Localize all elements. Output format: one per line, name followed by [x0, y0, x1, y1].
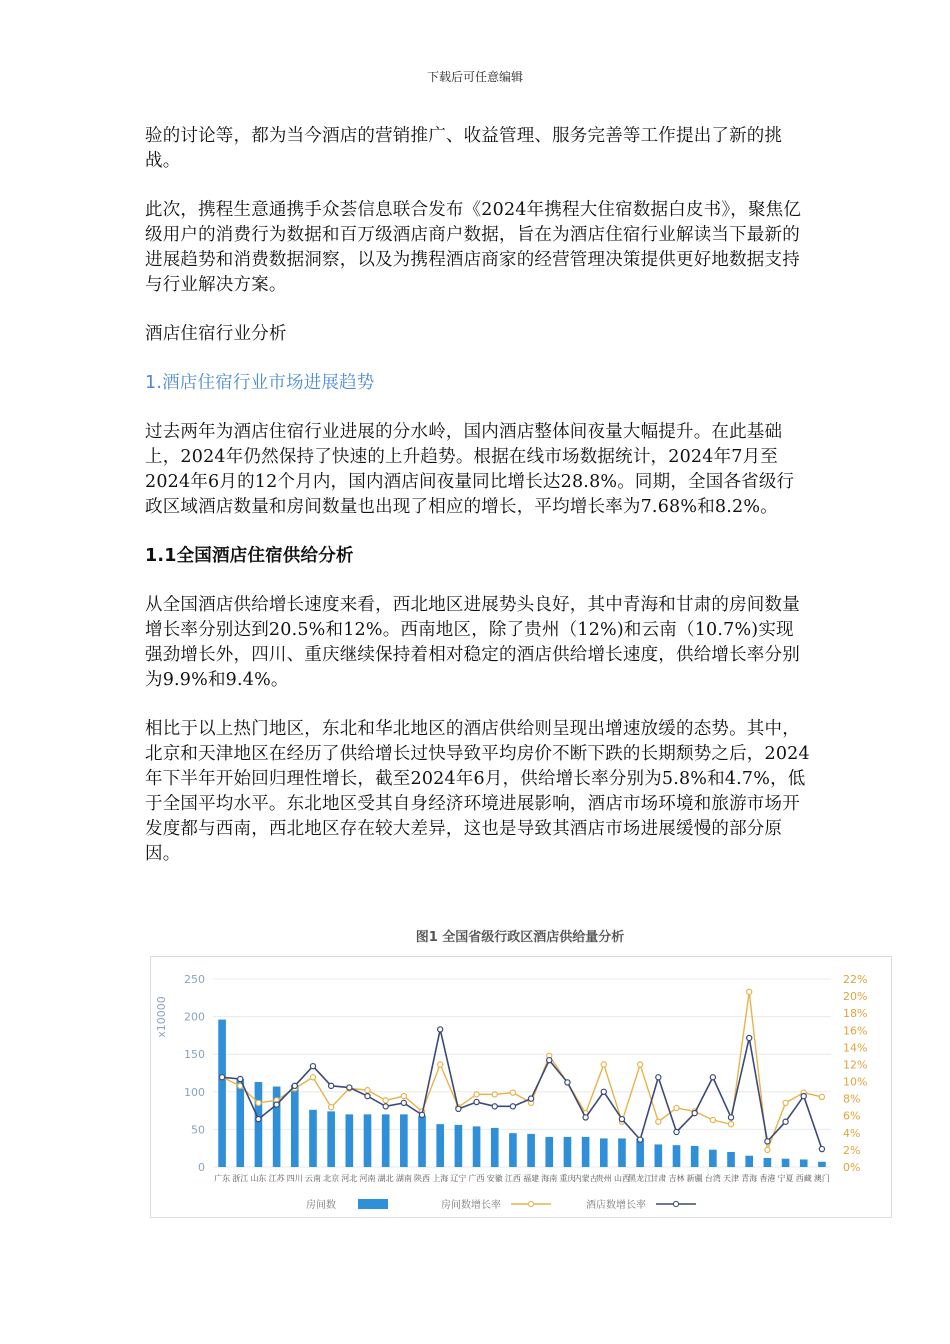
bar-room-count — [745, 1156, 753, 1167]
x-tick-label: 西藏 — [795, 1174, 812, 1183]
point-hotel-growth — [383, 1104, 388, 1109]
point-hotel-growth — [401, 1100, 406, 1105]
y-tick-label: 200 — [184, 1010, 205, 1024]
point-hotel-growth — [456, 1106, 461, 1111]
point-room-growth — [656, 1119, 661, 1124]
bar-room-count — [327, 1111, 335, 1167]
point-room-growth — [492, 1092, 497, 1097]
point-room-growth — [438, 1062, 443, 1067]
figure-hotel-supply — [148, 918, 892, 1218]
x-tick-label: 新疆 — [686, 1174, 703, 1183]
x-tick-label: 陕西 — [414, 1174, 431, 1183]
bar-room-count — [800, 1159, 808, 1167]
y-tick-label: 50 — [191, 1123, 205, 1137]
x-tick-label: 澳门 — [813, 1174, 830, 1183]
x-tick-label: 四川 — [286, 1174, 303, 1183]
x-tick-label: 福建 — [523, 1174, 540, 1183]
point-room-growth — [256, 1100, 261, 1105]
y2-tick-label: 6% — [843, 1109, 861, 1123]
bar-room-count — [618, 1138, 626, 1167]
bar-room-count — [455, 1125, 463, 1167]
chart-container — [150, 956, 892, 1218]
x-tick-label: 江西 — [504, 1174, 521, 1183]
figure-title: 图1 全国省级行政区酒店供给量分析 — [415, 930, 625, 945]
bar-room-count — [382, 1114, 390, 1167]
bar-room-count — [600, 1138, 608, 1167]
x-tick-label: 河南 — [359, 1174, 376, 1183]
hotel-supply-chart — [151, 957, 891, 1217]
point-hotel-growth — [347, 1085, 352, 1090]
y2-tick-label: 4% — [843, 1126, 861, 1140]
x-tick-label: 云南 — [304, 1174, 321, 1183]
x-tick-label: 海南 — [541, 1174, 558, 1183]
point-hotel-growth — [638, 1137, 643, 1142]
legend-marker-room-growth — [528, 1201, 533, 1206]
point-hotel-growth — [601, 1089, 606, 1094]
point-room-growth — [638, 1062, 643, 1067]
point-hotel-growth — [710, 1075, 715, 1080]
bar-room-count — [291, 1085, 299, 1167]
point-hotel-growth — [274, 1102, 279, 1107]
y-tick-label: 0 — [198, 1161, 205, 1174]
bar-room-count — [655, 1144, 663, 1167]
bar-room-count — [545, 1137, 553, 1167]
y-axis-label: x10000 — [155, 996, 168, 1038]
point-room-growth — [401, 1093, 406, 1098]
point-hotel-growth — [528, 1096, 533, 1101]
bar-room-count — [673, 1145, 681, 1167]
point-hotel-growth — [492, 1104, 497, 1109]
x-tick-label: 浙江 — [232, 1174, 249, 1183]
y2-tick-label: 22% — [843, 973, 868, 986]
y2-tick-label: 12% — [843, 1058, 868, 1072]
bar-room-count — [818, 1162, 826, 1167]
point-hotel-growth — [238, 1076, 243, 1081]
bar-room-count — [564, 1137, 572, 1167]
bar-room-count — [582, 1137, 590, 1167]
bar-room-count — [309, 1110, 317, 1167]
bar-room-count — [418, 1116, 426, 1167]
y2-tick-label: 14% — [843, 1041, 868, 1055]
bar-room-count — [727, 1152, 735, 1167]
point-room-growth — [601, 1062, 606, 1067]
point-hotel-growth — [419, 1112, 424, 1117]
point-hotel-growth — [510, 1104, 515, 1109]
bar-room-count — [364, 1114, 372, 1167]
point-hotel-growth — [801, 1093, 806, 1098]
x-tick-label: 甘肃 — [650, 1174, 667, 1183]
x-tick-label: 山西 — [613, 1174, 630, 1183]
x-tick-label: 内蒙古 — [573, 1174, 598, 1183]
bar-room-count — [400, 1114, 408, 1167]
point-hotel-growth — [656, 1075, 661, 1080]
x-tick-label: 安徽 — [486, 1174, 503, 1183]
document-body — [145, 124, 810, 867]
paragraph-whitepaper: 此次，携程生意通携手众荟信息联合发布《2024年携程大住宿数据白皮书》，聚焦亿级用户的消费行为数据和百万级酒店商户数据，旨在为酒店住宿行业解读当下最新的进展趋势和消费数据洞察，以及为携程酒店商家的经营管理决策提供更好地数据支持与行业解决方案。 — [145, 200, 802, 295]
point-hotel-growth — [565, 1080, 570, 1085]
point-room-growth — [674, 1105, 679, 1110]
point-room-growth — [710, 1117, 715, 1122]
bar-room-count — [527, 1134, 535, 1167]
point-room-growth — [765, 1147, 770, 1152]
point-room-growth — [383, 1098, 388, 1103]
x-tick-label: 宁夏 — [777, 1174, 794, 1183]
point-hotel-growth — [547, 1058, 552, 1063]
x-tick-label: 山东 — [250, 1174, 267, 1183]
bar-room-count — [236, 1079, 244, 1167]
x-tick-label: 天津 — [723, 1174, 740, 1183]
point-room-growth — [329, 1105, 334, 1110]
x-tick-label: 广东 — [214, 1174, 231, 1183]
point-hotel-growth — [219, 1075, 224, 1080]
y2-tick-label: 0% — [843, 1161, 861, 1174]
legend-label-rooms: 房间数 — [306, 1200, 336, 1211]
x-tick-label: 吉林 — [668, 1174, 685, 1183]
point-room-growth — [510, 1090, 515, 1095]
point-hotel-growth — [783, 1119, 788, 1124]
x-tick-label: 台湾 — [704, 1174, 721, 1183]
page-header: 下载后可任意编辑 — [426, 70, 523, 84]
point-hotel-growth — [256, 1117, 261, 1122]
heading-market-trend: 1.酒店住宿行业市场进展趋势 — [145, 373, 375, 393]
point-hotel-growth — [474, 1099, 479, 1104]
point-hotel-growth — [329, 1083, 334, 1088]
point-hotel-growth — [747, 1035, 752, 1040]
point-hotel-growth — [438, 1027, 443, 1032]
bar-room-count — [691, 1146, 699, 1167]
bar-room-count — [473, 1126, 481, 1167]
x-tick-label: 湖北 — [377, 1174, 394, 1183]
point-room-growth — [747, 989, 752, 994]
legend-label-hotel-growth: 酒店数增长率 — [586, 1200, 646, 1211]
y-tick-label: 100 — [184, 1085, 205, 1099]
y2-tick-label: 18% — [843, 1007, 868, 1021]
x-tick-label: 江苏 — [268, 1174, 285, 1183]
point-hotel-growth — [583, 1115, 588, 1120]
x-tick-label: 湖南 — [395, 1174, 412, 1183]
legend-label-room-growth: 房间数增长率 — [441, 1200, 501, 1211]
point-hotel-growth — [292, 1083, 297, 1088]
point-room-growth — [728, 1122, 733, 1127]
bar-room-count — [509, 1133, 517, 1167]
y-tick-label: 150 — [184, 1048, 205, 1062]
point-hotel-growth — [819, 1146, 824, 1151]
x-tick-label: 重庆 — [559, 1174, 576, 1183]
bar-room-count — [436, 1124, 444, 1167]
y2-tick-label: 20% — [843, 990, 868, 1004]
point-hotel-growth — [619, 1117, 624, 1122]
y2-tick-label: 2% — [843, 1143, 861, 1157]
point-hotel-growth — [692, 1111, 697, 1116]
x-tick-label: 香港 — [759, 1174, 776, 1183]
bar-room-count — [764, 1158, 772, 1167]
point-room-growth — [365, 1087, 370, 1092]
bar-room-count — [218, 1020, 226, 1167]
x-tick-label: 上海 — [432, 1174, 449, 1183]
y2-tick-label: 10% — [843, 1075, 868, 1089]
bar-room-count — [255, 1082, 263, 1167]
x-tick-label: 河北 — [341, 1174, 358, 1183]
x-tick-label: 黑龙江 — [628, 1174, 653, 1183]
paragraph-intro-continued: 验的讨论等，都为当今酒店的营销推广、收益管理、服务完善等工作提出了新的挑战。 — [145, 126, 783, 171]
legend-swatch-rooms — [358, 1199, 388, 1209]
bar-room-count — [491, 1128, 499, 1167]
bar-room-count — [782, 1159, 790, 1167]
x-tick-label: 辽宁 — [450, 1174, 467, 1183]
point-hotel-growth — [765, 1139, 770, 1144]
y2-tick-label: 16% — [843, 1024, 868, 1038]
point-hotel-growth — [728, 1115, 733, 1120]
paragraph-supply-growth: 从全国酒店供给增长速度来看，西北地区进展势头良好，其中青海和甘肃的房间数量增长率分别达到20.5%和12%。西南地区，除了贵州（12%)和云南（10.7%)实现强劲增长外，四川、重庆继续保持着相对稳定的酒店供给增长速度，供给增长率分别为9.9%和9.4%。 — [145, 595, 800, 690]
bar-room-count — [709, 1150, 717, 1167]
paragraph-northeast-north: 相比于以上热门地区，东北和华北地区的酒店供给则呈现出增速放缓的态势。其中，北京和天津地区在经历了供给增长过快导致平均房价不断下跌的长期颓势之后，2024年下半年开始回归理性增长，截至2024年6月，供给增长率分别为5.8%和4.7%，低于全国平均水平。东北地区受其自身经济环境进展影响，酒店市场环境和旅游市场开发度都与西南，西北地区存在较大差异，这也是导致其酒店市场进展缓慢的部分原因。 — [145, 719, 810, 864]
point-hotel-growth — [310, 1064, 315, 1069]
point-hotel-growth — [674, 1129, 679, 1134]
legend-marker-hotel-growth — [673, 1201, 678, 1206]
x-tick-label: 贵州 — [595, 1174, 612, 1183]
point-hotel-growth — [365, 1093, 370, 1098]
x-tick-label: 广西 — [468, 1174, 485, 1183]
x-tick-label: 北京 — [323, 1174, 340, 1183]
bar-room-count — [346, 1114, 354, 1167]
point-room-growth — [819, 1094, 824, 1099]
point-room-growth — [783, 1100, 788, 1105]
point-room-growth — [310, 1075, 315, 1080]
section-title-analysis: 酒店住宿行业分析 — [145, 324, 287, 344]
paragraph-market-trend: 过去两年为酒店住宿行业进展的分水岭，国内酒店整体间夜量大幅提升。在此基础上，2024年仍然保持了快速的上升趋势。根据在线市场数据统计，2024年7月至2024年6月的12个月内，国内酒店间夜量同比增长达28.8%。同期，全国各省级行政区域酒店数量和房间数量也出现了相应的增长，平均增长率为7.68%和8.2%。 — [145, 422, 795, 517]
heading-supply-analysis: 1.1全国酒店住宿供给分析 — [145, 546, 354, 566]
y-tick-label: 250 — [184, 973, 205, 986]
y2-tick-label: 8% — [843, 1092, 861, 1106]
point-room-growth — [474, 1092, 479, 1097]
x-tick-label: 青海 — [741, 1174, 758, 1183]
